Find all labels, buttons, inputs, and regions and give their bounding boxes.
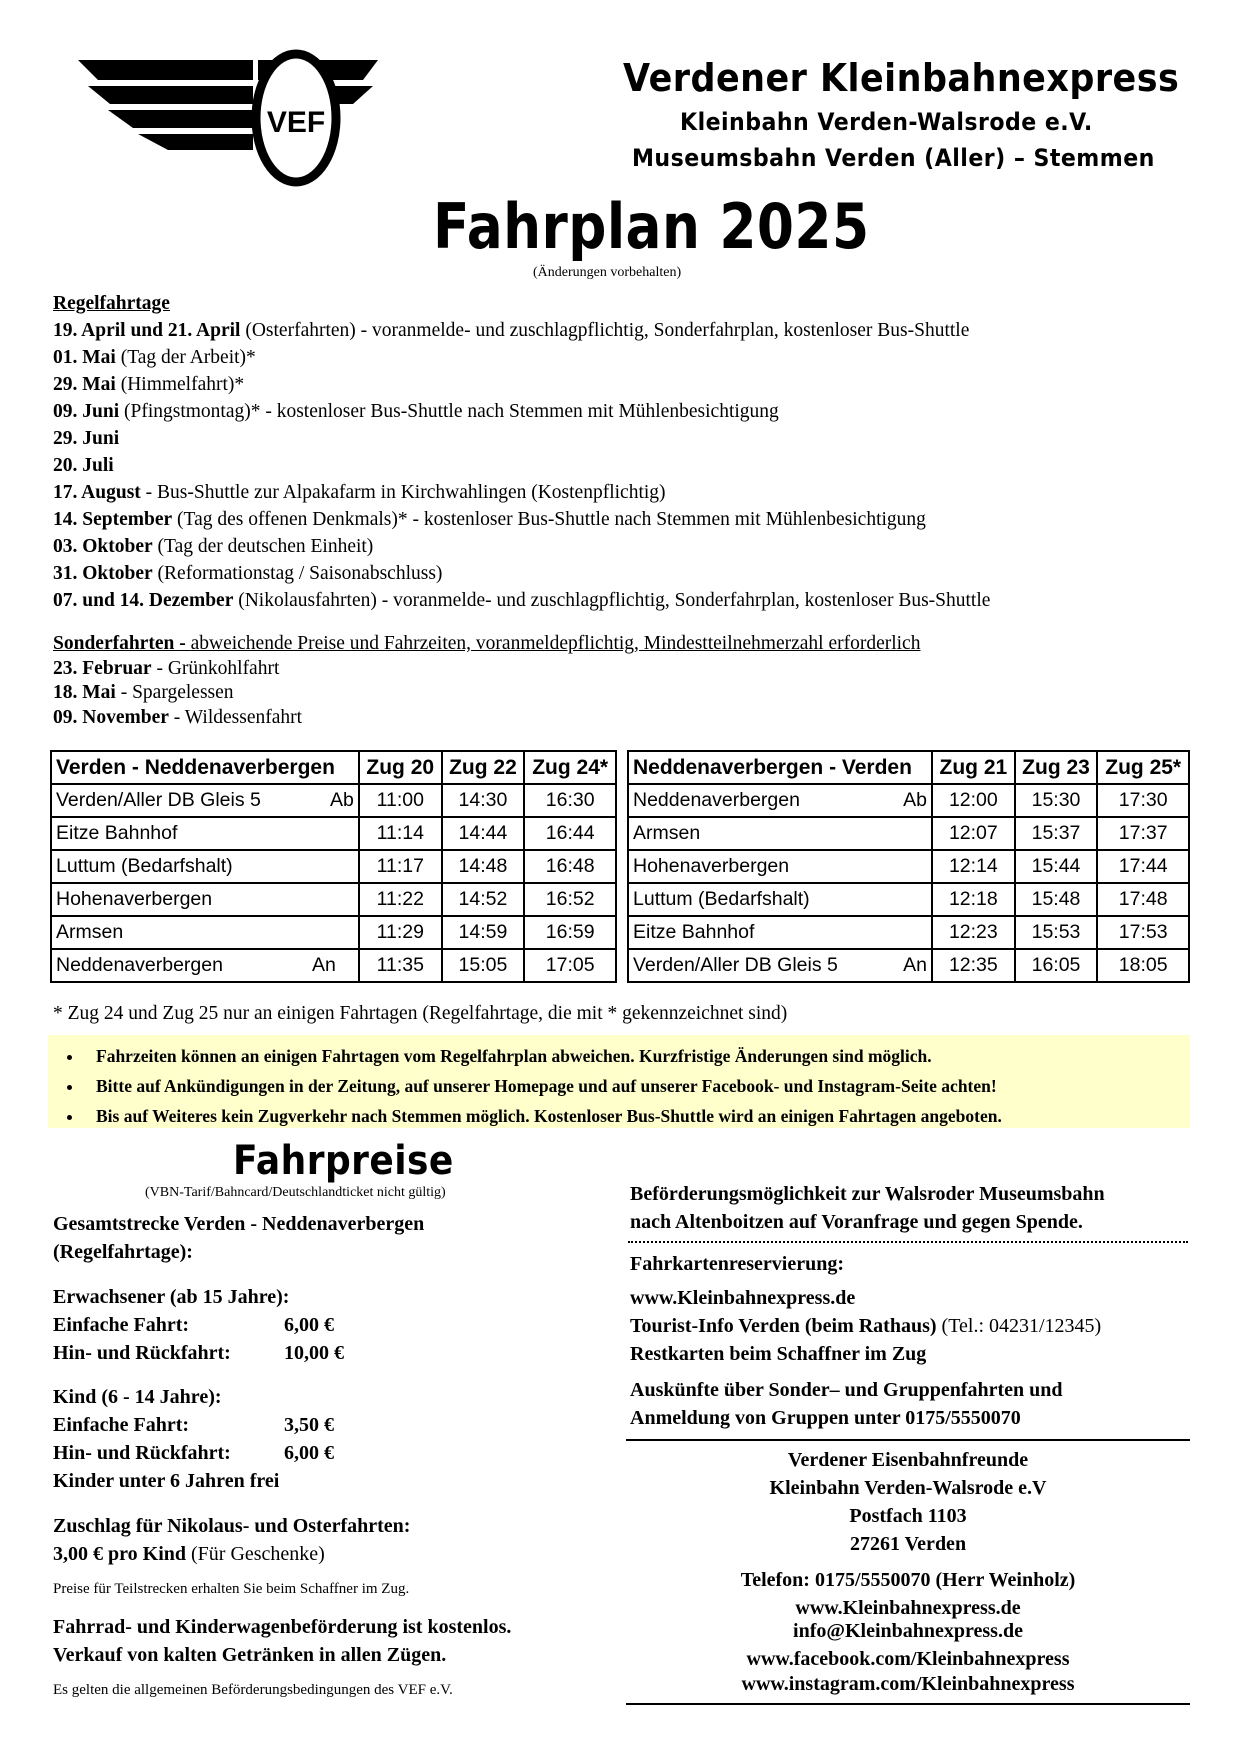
- special-trips-heading: Sonderfahrten - abweichende Preise und Fahrzeiten, voranmeldepflichtig, Mindestteilnehmerzahl erforderlich: [53, 633, 921, 654]
- regular-days-section: [53, 290, 990, 614]
- list-item: 29. Juni: [53, 428, 120, 449]
- conditions-note: Es gelten die allgemeinen Beförderungsbedingungen des VEF e.V.: [53, 1682, 453, 1698]
- list-item: 19. April und 21. April (Osterfahrten) - voranmelde- und zuschlagpflichtig, Sonderfahrplan, kostenloser Bus-Shuttle: [53, 320, 970, 341]
- timetable-outbound: [50, 750, 617, 983]
- list-item: 09. Juni (Pfingstmontag)* - kostenloser Bus-Shuttle nach Stemmen mit Mühlenbesichtigung: [53, 401, 779, 422]
- regular-days-heading: Regelfahrtage: [53, 293, 170, 314]
- reservation-info: www.Kleinbahnexpress.de Tourist-Info Verden (beim Rathaus) (Tel.: 04231/12345) Restkarten beim Schaffner im Zug: [630, 1284, 1101, 1368]
- list-item: 29. Mai (Himmelfahrt)*: [53, 374, 245, 395]
- column-header: Neddenaverbergen - Verden: [628, 751, 932, 784]
- column-header: Verden - Neddenaverbergen: [51, 751, 359, 784]
- column-header: Zug 23: [1015, 751, 1098, 784]
- org-subtitle: Kleinbahn Verden-Walsrode e.V.: [680, 108, 1093, 136]
- org-name: Verdener Kleinbahnexpress: [623, 56, 1180, 100]
- page-title: Fahrplan 2025: [433, 190, 870, 263]
- list-item: 20. Juli: [53, 455, 114, 476]
- surcharge: Zuschlag für Nikolaus- und Osterfahrten: 3,00 € pro Kind (Für Geschenke): [53, 1515, 411, 1565]
- table-row: Verden/Aller DB Gleis 5 An 12:35 16:05 18:05: [628, 949, 1189, 982]
- facebook-link[interactable]: www.facebook.com/Kleinbahnexpress: [746, 1648, 1070, 1670]
- org-subtitle-2: Museumsbahn Verden (Aller) – Stemmen: [632, 144, 1155, 172]
- divider: [626, 1703, 1190, 1705]
- list-item: 14. September (Tag des offenen Denkmals)* - kostenloser Bus-Shuttle nach Stemmen mit Mühlenbesichtigung: [53, 509, 926, 530]
- contact-links: [626, 1597, 1190, 1643]
- column-header: Zug 20: [359, 751, 442, 784]
- divider: [628, 1241, 1188, 1243]
- table-row: Neddenaverbergen An 11:35 15:05 17:05: [51, 949, 616, 982]
- table-row: Eitze Bahnhof 12:23 15:53 17:53: [628, 916, 1189, 949]
- notice-item: • Bis auf Weiteres kein Zugverkehr nach Stemmen möglich. Kostenloser Bus-Shuttle wird an einigen Fahrtagen angeboten.: [84, 1101, 1190, 1131]
- phone-number: Telefon: 0175/5550070 (Herr Weinholz): [740, 1569, 1076, 1591]
- instagram-link[interactable]: www.instagram.com/Kleinbahnexpress: [741, 1673, 1075, 1695]
- social-links: [626, 1647, 1190, 1697]
- list-item: 31. Oktober (Reformationstag / Saisonabschluss): [53, 563, 443, 584]
- special-trips-section: [53, 632, 920, 730]
- walsrode-info: Beförderungsmöglichkeit zur Walsroder Museumsbahn nach Altenboitzen auf Voranfrage und gegen Spende.: [630, 1183, 1105, 1233]
- route-label: Gesamtstrecke Verden - Neddenaverbergen (Regelfahrtage):: [53, 1213, 425, 1263]
- table-row: Armsen 11:29 14:59 16:59: [51, 916, 616, 949]
- table-row: Luttum (Bedarfshalt) 12:18 15:48 17:48: [628, 883, 1189, 916]
- vef-logo: [78, 48, 378, 188]
- list-item: 23. Februar - Grünkohlfahrt: [53, 657, 280, 679]
- divider: [626, 1439, 1190, 1441]
- list-item: 18. Mai - Spargelessen: [53, 682, 234, 703]
- table-header-row: [51, 751, 616, 784]
- table-row: Hohenaverbergen 11:22 14:52 16:52: [51, 883, 616, 916]
- column-header: Zug 22: [442, 751, 525, 784]
- table-row: Luttum (Bedarfshalt) 11:17 14:48 16:48: [51, 850, 616, 883]
- bike-info: Fahrrad- und Kinderwagenbeförderung ist kostenlos. Verkauf von kalten Getränken in allen Zügen.: [53, 1616, 512, 1666]
- table-header-row: [628, 751, 1189, 784]
- notice-box: [48, 1035, 1190, 1128]
- timetable-footnote: * Zug 24 und Zug 25 nur an einigen Fahrtagen (Regelfahrtage, die mit * gekennzeichnet sind): [53, 1003, 788, 1024]
- group-info: Auskünfte über Sonder– und Gruppenfahrten und Anmeldung von Gruppen unter 0175/5550070: [630, 1379, 1063, 1429]
- list-item: 03. Oktober (Tag der deutschen Einheit): [53, 536, 374, 557]
- reservation-heading: Fahrkartenreservierung:: [630, 1253, 845, 1275]
- changes-note: (Änderungen vorbehalten): [533, 265, 682, 280]
- logo-text: VEF: [266, 106, 326, 139]
- table-row: Armsen 12:07 15:37 17:37: [628, 817, 1189, 850]
- notice-item: • Fahrzeiten können an einigen Fahrtagen vom Regelfahrplan abweichen. Kurzfristige Änderungen sind möglich.: [84, 1041, 1190, 1071]
- child-prices: Kind (6 - 14 Jahre): Einfache Fahrt: 3,50 € Hin- und Rückfahrt: 6,00 € Kinder unter 6 Jahren frei: [53, 1386, 334, 1492]
- email-link[interactable]: info@Kleinbahnexpress.de: [793, 1620, 1023, 1642]
- list-item: 07. und 14. Dezember (Nikolausfahrten) - voranmelde- und zuschlagpflichtig, Sonderfahrplan, kostenloser Bus-Shuttle: [53, 590, 991, 611]
- address-block: Verdener Eisenbahnfreunde Kleinbahn Verden-Walsrode e.V Postfach 1103 27261 Verden: [769, 1449, 1047, 1555]
- table-row: Neddenaverbergen Ab 12:00 15:30 17:30: [628, 784, 1189, 817]
- list-item: 17. August - Bus-Shuttle zur Alpakafarm in Kirchwahlingen (Kostenpflichtig): [53, 482, 666, 503]
- list-item: 01. Mai (Tag der Arbeit)*: [53, 347, 256, 368]
- timetable-return: [627, 750, 1190, 983]
- prices-title: Fahrpreise: [233, 1138, 454, 1184]
- table-row: Eitze Bahnhof 11:14 14:44 16:44: [51, 817, 616, 850]
- column-header: Zug 21: [932, 751, 1015, 784]
- website-link[interactable]: www.Kleinbahnexpress.de: [795, 1597, 1021, 1619]
- adult-prices: Erwachsener (ab 15 Jahre): Einfache Fahrt: 6,00 € Hin- und Rückfahrt: 10,00 €: [53, 1286, 344, 1364]
- table-row: Verden/Aller DB Gleis 5 Ab 11:00 14:30 16:30: [51, 784, 616, 817]
- website-link[interactable]: www.Kleinbahnexpress.de: [630, 1287, 856, 1309]
- column-header: Zug 25*: [1097, 751, 1189, 784]
- list-item: 09. November - Wildessenfahrt: [53, 706, 303, 728]
- notice-item: • Bitte auf Ankündigungen in der Zeitung, auf unserer Homepage und auf unserer Facebook- und Instagram-Seite achten!: [84, 1071, 1190, 1101]
- column-header: Zug 24*: [524, 751, 616, 784]
- table-row: Hohenaverbergen 12:14 15:44 17:44: [628, 850, 1189, 883]
- partial-route-note: Preise für Teilstrecken erhalten Sie beim Schaffner im Zug.: [53, 1581, 410, 1597]
- prices-note: (VBN-Tarif/Bahncard/Deutschlandticket nicht gültig): [145, 1185, 446, 1200]
